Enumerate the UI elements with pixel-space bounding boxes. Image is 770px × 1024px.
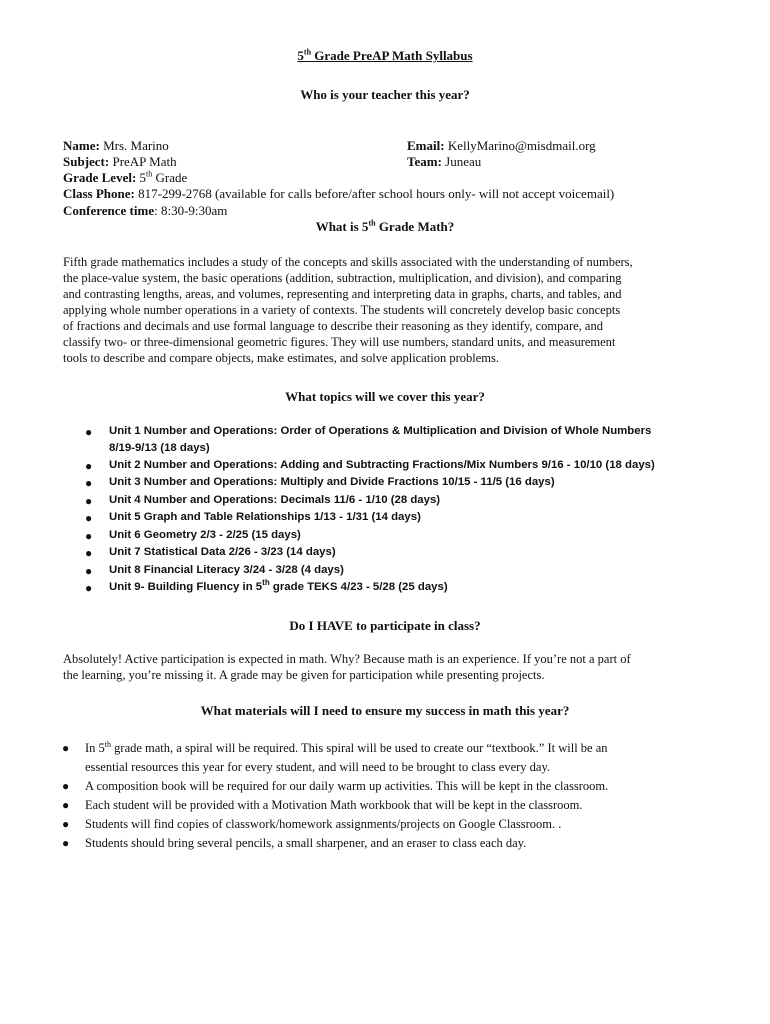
bullet-icon: ● [62,817,70,831]
bullet-icon: ● [85,529,93,543]
class-phone-line: Class Phone: 817-299-2768 (available for calls before/after school hours only- will not accept voicemail) [63,186,615,201]
bullet-icon: ● [62,741,70,755]
list-item: Students should bring several pencils, a small sharpener, and an eraser to class each day. [85,836,527,850]
list-item: Unit 6 Geometry 2/3 - 2/25 (15 days) [109,529,301,541]
page-title: 5th Grade PreAP Math Syllabus [297,47,473,63]
subject-line: Subject: PreAP Math [63,154,177,169]
teacher-heading: Who is your teacher this year? [300,87,470,102]
list-item-continuation: 8/19-9/13 (18 days) [109,442,210,454]
bullet-icon: ● [85,581,93,595]
intro-line: and contrasting lengths, areas, and volumes, representing and interpreting data in graphs, charts, and tables, and [63,287,622,301]
list-item: Unit 4 Number and Operations: Decimals 11/6 - 1/10 (28 days) [109,494,441,506]
participate-heading: Do I HAVE to participate in class? [289,618,481,633]
list-item: Unit 2 Number and Operations: Adding and Subtracting Fractions/Mix Numbers 9/16 - 10/10 (18 days) [109,459,655,471]
bullet-icon: ● [62,836,70,850]
participate-line: the learning, you’re missing it. A grade may be given for participation while presenting projects. [63,668,545,682]
list-item: In 5th grade math, a spiral will be required. This spiral will be used to create our “textbook.” It will be an [85,739,608,755]
list-item-continuation: essential resources this year for every student, and will need to be brought to class every day. [85,760,551,774]
what-is-heading: What is 5th Grade Math? [315,218,455,234]
list-item: Unit 1 Number and Operations: Order of Operations & Multiplication and Division of Whole Numbers [109,425,652,437]
bullet-icon: ● [85,476,93,490]
list-item: Unit 7 Statistical Data 2/26 - 3/23 (14 days) [109,546,336,558]
list-item: Unit 5 Graph and Table Relationships 1/13 - 1/31 (14 days) [109,511,421,523]
team-line: Team: Juneau [407,154,482,169]
participate-paragraph [63,651,693,683]
bullet-icon: ● [85,564,93,578]
bullet-icon: ● [62,798,70,812]
intro-paragraph [63,254,693,366]
list-item: A composition book will be required for our daily warm up activities. This will be kept in the classroom. [85,779,609,793]
topics-heading: What topics will we cover this year? [285,389,485,404]
intro-line: Fifth grade mathematics includes a study of the concepts and skills associated with the understanding of numbers, [63,255,633,269]
intro-line: classify two- or three-dimensional geometric figures. They will use numbers, standard units, and measurement [63,335,616,349]
participate-line: Absolutely! Active participation is expected in math. Why? Because math is an experience. If you’re not a part of [63,652,631,666]
intro-line: the place-value system, the basic operations (addition, subtraction, multiplication, and division), and comparing [63,271,622,285]
bullet-icon: ● [85,546,93,560]
bullet-icon: ● [85,425,93,439]
list-item: Unit 8 Financial Literacy 3/24 - 3/28 (4 days) [109,564,344,576]
bullet-icon: ● [85,459,93,473]
bullet-icon: ● [85,511,93,525]
name-line: Name: Mrs. Marino [63,138,169,153]
intro-line: applying whole number operations in a variety of contexts. The students will concretely develop basic concepts [63,303,621,317]
conference-time-line: Conference time: 8:30-9:30am [63,203,228,218]
bullet-icon: ● [62,779,70,793]
materials-heading: What materials will I need to ensure my success in math this year? [200,703,570,718]
list-item: Unit 9- Building Fluency in 5th grade TEKS 4/23 - 5/28 (25 days) [109,578,448,593]
email-address: KellyMarino@misdmail.org [444,138,596,153]
grade-level-line: Grade Level: 5th Grade [63,169,188,185]
intro-line: of fractions and decimals and use formal language to describe their reasoning as they identify, compare, and [63,319,603,333]
list-item: Students will find copies of classwork/homework assignments/projects on Google Classroom. . [85,817,562,831]
email-line: Email: KellyMarino@misdmail.org [407,138,596,153]
list-item: Unit 3 Number and Operations: Multiply and Divide Fractions 10/15 - 11/5 (16 days) [109,476,555,488]
bullet-icon: ● [85,494,93,508]
list-item: Each student will be provided with a Motivation Math workbook that will be kept in the classroom. [85,798,583,812]
intro-line: tools to describe and compare objects, make estimates, and solve application problems. [63,351,499,365]
